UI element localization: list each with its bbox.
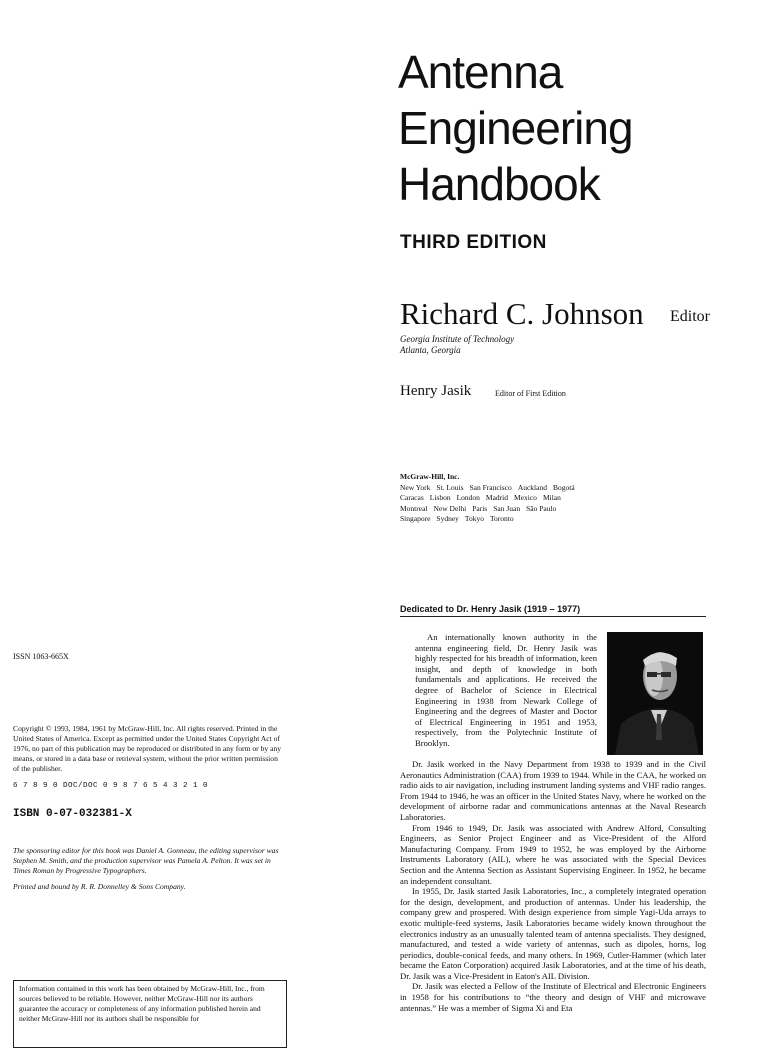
dedication-paragraph: An internationally known authority in the antenna engineering field, Dr. Henry Jasik was highly respected for his breadth of information, keen insight, and depth of knowledge in both fundamentals and applications. He received the degree of Bachelor of Science in Electrical Engineering in 1938 from Newark College of Engineering and the degrees of Master and Doctor of Electrical Engineering in 1951 and 1953, respectively, from the Polytechnic Institute of Brooklyn. bbox=[415, 632, 597, 748]
publisher-name: McGraw-Hill, Inc. bbox=[400, 472, 460, 481]
portrait-photo bbox=[607, 632, 703, 755]
cities-row bbox=[400, 514, 581, 525]
city: Mexico bbox=[514, 493, 537, 502]
city: San Francisco bbox=[469, 482, 512, 492]
dedication-heading: Dedicated to Dr. Henry Jasik (1919 – 1977) bbox=[400, 604, 706, 617]
first-editor-role: Editor of First Edition bbox=[495, 389, 566, 398]
first-editor-name: Henry Jasik bbox=[400, 383, 472, 399]
title-line-1: Antenna bbox=[398, 46, 563, 98]
editor-name: Richard C. Johnson bbox=[400, 296, 644, 331]
copyright-notice: Copyright © 1993, 1984, 1961 by McGraw-Hill, Inc. All rights reserved. Printed in the United States of America. Except as permitted under the United States Copyright Act of 1976, no part of this publication may be reproduced or distributed in any form or by any means, or stored in a data base or retrieval system, without the prior written permission of the publisher. bbox=[13, 724, 282, 773]
city: Sydney bbox=[436, 514, 459, 523]
title-line-2: Engineering bbox=[398, 102, 633, 154]
city: New Delhi bbox=[433, 503, 467, 513]
city: Madrid bbox=[485, 493, 509, 502]
city: Bogotá bbox=[552, 482, 575, 492]
city: Milan bbox=[542, 493, 561, 502]
cities-row bbox=[400, 504, 581, 515]
city: San Juan bbox=[493, 503, 521, 513]
city: Auckland bbox=[517, 482, 547, 492]
title-line-3: Handbook bbox=[398, 158, 600, 210]
cities-row bbox=[400, 493, 581, 504]
printer-note: Printed and bound by R. R. Donnelley & Sons Company. bbox=[13, 882, 186, 891]
city: Paris bbox=[472, 503, 488, 513]
printing-line: 6 7 8 9 0 DOC/DOC 0 9 8 7 6 5 4 3 2 1 0 bbox=[13, 782, 209, 790]
city: London bbox=[456, 493, 480, 502]
city: Singapore bbox=[400, 514, 431, 523]
cities-row bbox=[400, 483, 581, 494]
editor-role: Editor bbox=[670, 308, 710, 325]
city: Montreal bbox=[400, 503, 428, 513]
city: St. Louis bbox=[436, 482, 464, 492]
city: Toronto bbox=[489, 514, 514, 523]
sponsoring-editor-note: The sponsoring editor for this book was Daniel A. Gonneau, the editing supervisor was Stephen M. Smith, and the production supervisor was Pamela A. Pelton. It was set in Times Roman by Progressive Typographers. bbox=[13, 846, 279, 875]
disclaimer-box: Information contained in this work has been obtained by McGraw-Hill, Inc., from sources believed to be reliable. However, neither McGraw-Hill nor its authors guarantee the accuracy or completeness of any information published herein and neither McGraw-Hill nor its authors shall be responsible for bbox=[13, 980, 287, 1048]
dedication-paragraph: In 1955, Dr. Jasik started Jasik Laboratories, Inc., a completely integrated operation for the design, development, and production of antennas. Under his leadership, the company grew and prospered. With design experience from simple Yagi-Uda arrays to exotic multiple-feed systems, Jasik Laboratories became widely known throughout the electronics industry as an unusually talented team of antenna specialists. They designed, manufactured, and tested a wide variety of antennas, such as dipoles, horns, log periodics, double-conical feeds, and many others. In 1969, Cutler-Hammer (which later became the Eaton Corporation) acquired Jasik Laboratories, and at the time of his death, Dr. Jasik was a Vice-President in Eaton's AIL Division. bbox=[400, 886, 706, 981]
dedication-paragraph: From 1946 to 1949, Dr. Jasik was associated with Andrew Alford, Consulting Engineers, as Senior Project Engineer and as Vice-President of the Alford Manufacturing Company. From 1949 to 1952, he was employed by the Airborne Instruments Laboratory (AIL), where he was associated with the Special Devices Section and the Antenna Section as Assistant Supervising Engineer. In 1952, he became an independent consultant. bbox=[400, 822, 706, 886]
city: Lisbon bbox=[429, 493, 451, 502]
book-title bbox=[398, 44, 633, 212]
edition-label: THIRD EDITION bbox=[400, 232, 547, 253]
affiliation-line-1: Georgia Institute of Technology bbox=[400, 334, 515, 344]
dedication-text-upper bbox=[415, 632, 597, 749]
dedication-paragraph: Dr. Jasik worked in the Navy Department from 1938 to 1939 and in the Civil Aeronautics Administration (CAA) from 1939 to 1944. While in the CAA, he worked on radio aids to air navigation, including instrument landing systems and VHF radio ranges. From 1944 to 1946, he was an officer in the United States Navy, where he worked on the development of airborne radar and communications antennas at the Naval Research Laboratories. bbox=[400, 759, 706, 822]
issn: ISSN 1063-665X bbox=[13, 652, 69, 661]
city: Caracas bbox=[400, 493, 424, 502]
dedication-paragraph: Dr. Jasik was elected a Fellow of the Institute of Electrical and Electronic Engineers in 1958 for his contributions to “the theory and design of VHF and microwave antennas.” He was a member of Sigma Xi and Eta bbox=[400, 981, 706, 1013]
publisher-block bbox=[400, 472, 581, 525]
portrait-figure bbox=[607, 632, 703, 755]
affiliation-line-2: Atlanta, Georgia bbox=[400, 345, 461, 355]
dedication-text-lower bbox=[400, 759, 706, 1013]
isbn: ISBN 0-07-032381-X bbox=[13, 808, 132, 820]
editor-affiliation bbox=[400, 334, 514, 356]
city: São Paulo bbox=[526, 503, 557, 513]
city: Tokyo bbox=[464, 514, 484, 523]
city: New York bbox=[400, 482, 431, 492]
